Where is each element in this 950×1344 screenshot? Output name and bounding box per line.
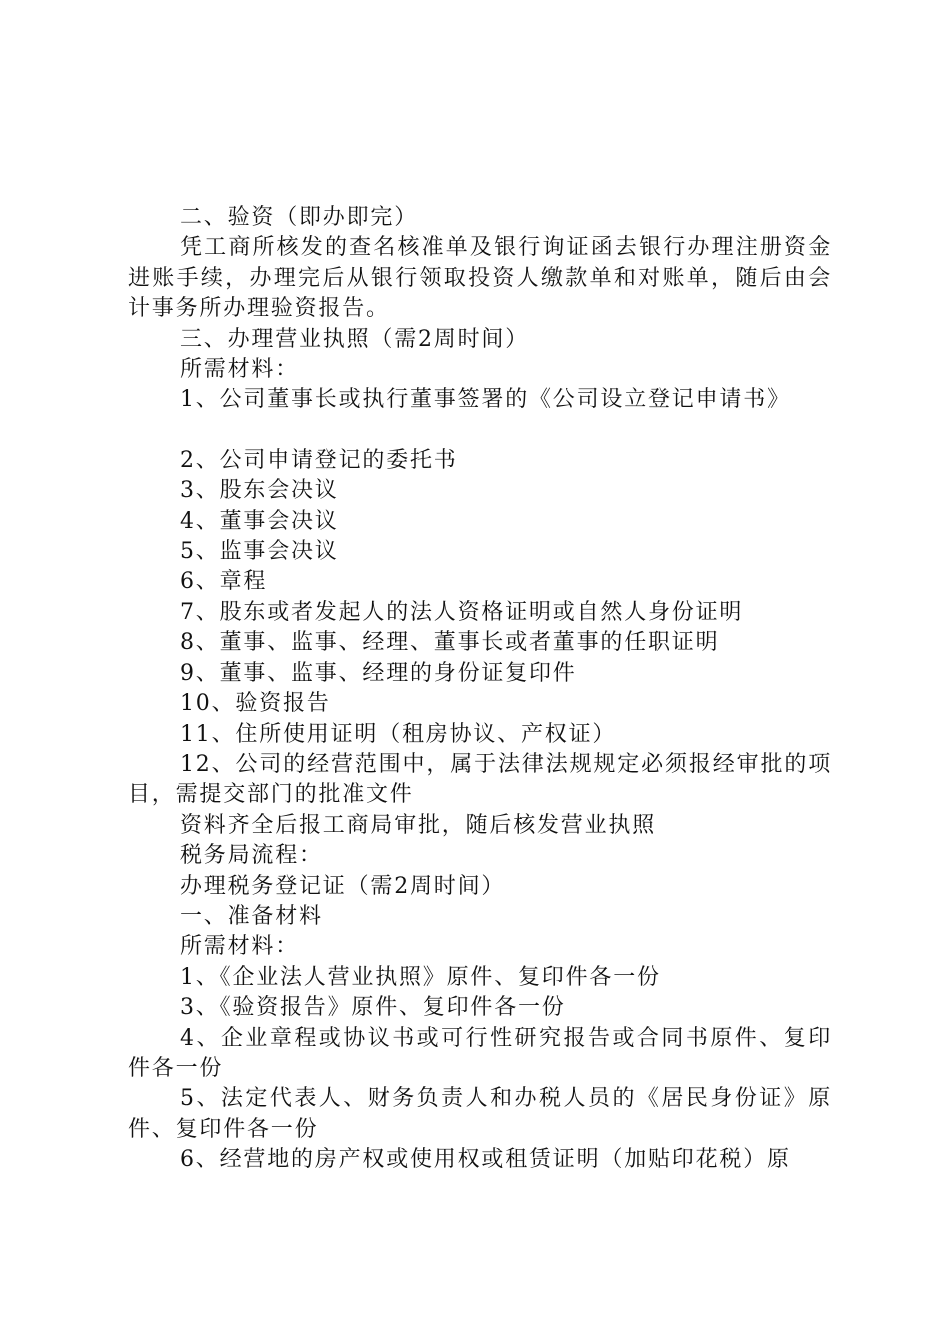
list-item: 12、公司的经营范围中，属于法律法规规定必须报经审批的项目，需提交部门的批准文件 xyxy=(128,751,832,808)
list-item: 3、股东会决议 xyxy=(180,478,339,504)
list-item: 5、法定代表人、财务负责人和办税人员的《居民身份证》原件、复印件各一份 xyxy=(128,1086,832,1142)
list-item: 5、监事会决议 xyxy=(180,539,339,565)
list-item: 6、经营地的房产权或使用权或租赁证明（加贴印花税）原 xyxy=(180,1147,791,1173)
materials-label: 所需材料： xyxy=(180,934,300,960)
list-item: 1、《企业法人营业执照》原件、复印件各一份 xyxy=(180,964,661,990)
section-heading-capital-verification: 二、验资（即办即完） xyxy=(180,205,419,230)
list-item: 4、董事会决议 xyxy=(180,508,339,534)
document-body xyxy=(128,203,832,1176)
section-heading-prepare-materials: 一、准备材料 xyxy=(180,903,323,929)
list-item: 10、验资报告 xyxy=(180,691,331,717)
list-item: 2、公司申请登记的委托书 xyxy=(180,447,458,473)
list-item: 9、董事、监事、经理的身份证复印件 xyxy=(180,660,577,686)
list-item: 3、《验资报告》原件、复印件各一份 xyxy=(180,995,566,1021)
list-item: 7、股东或者发起人的法人资格证明或自然人身份证明 xyxy=(180,599,744,625)
paragraph-approval: 资料齐全后报工商局审批，随后核发营业执照 xyxy=(180,812,657,838)
section-heading-tax-process: 税务局流程： xyxy=(180,843,323,869)
section-heading-business-license: 三、办理营业执照（需2周时间） xyxy=(180,326,529,352)
list-item: 4、企业章程或协议书或可行性研究报告或合同书原件、复印件各一份 xyxy=(128,1025,832,1081)
section-heading-tax-registration: 办理税务登记证（需2周时间） xyxy=(180,873,506,899)
materials-label: 所需材料： xyxy=(180,357,300,383)
list-item: 6、章程 xyxy=(180,569,268,595)
blank-line xyxy=(128,416,832,446)
list-item: 8、董事、监事、经理、董事长或者董事的任职证明 xyxy=(180,630,720,656)
list-item: 11、住所使用证明（租房协议、产权证） xyxy=(180,721,617,747)
list-item: 1、公司董事长或执行董事签署的《公司设立登记申请书》 xyxy=(180,387,791,413)
paragraph-capital-verification: 凭工商所核发的查名核准单及银行询证函去银行办理注册资金进账手续，办理完后从银行领取投资人缴款单和对账单，随后由会计事务所办理验资报告。 xyxy=(128,235,832,322)
